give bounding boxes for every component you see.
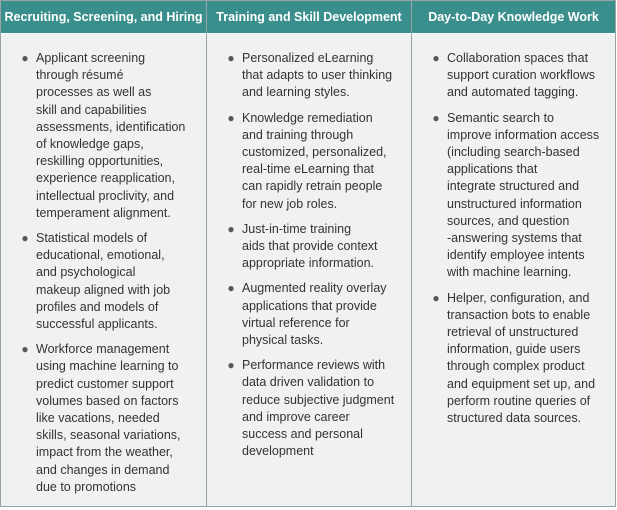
list-item	[225, 110, 403, 213]
bullet-icon: ●	[227, 221, 235, 236]
list-item-line: due to promotions	[36, 479, 137, 494]
list-item-line: Personalized eLearning	[242, 51, 374, 65]
bullet-icon: ●	[227, 110, 235, 125]
list-item-line: and psychological	[36, 265, 136, 280]
list-item-line: Performance reviews with	[242, 358, 386, 373]
bullet-icon: ●	[21, 51, 29, 65]
list-item-line: temperament alignment.	[36, 205, 171, 220]
list-item	[225, 357, 403, 460]
list-item-line: successful applicants.	[36, 317, 158, 332]
list-item-line: skills, seasonal variations,	[36, 428, 181, 443]
column-divider	[411, 1, 412, 506]
list-item-line: information, guide users	[447, 342, 581, 357]
list-item	[225, 50, 403, 102]
list-item-line: skill and capabilities	[36, 102, 147, 117]
list-item-line: virtual reference for	[242, 315, 350, 330]
list-item-line: data driven validation to	[242, 375, 375, 390]
bullet-icon: ●	[432, 290, 440, 305]
list-item-line: experience reapplication,	[36, 171, 175, 186]
list-item-line: predict customer support	[36, 376, 174, 391]
list-item-line: using machine learning to	[36, 359, 179, 374]
list-item	[430, 290, 610, 428]
list-item-line: and equipment set up, and	[447, 376, 596, 391]
list-item-line: assessments, identification	[36, 119, 186, 134]
list-item-line: (including search-based	[447, 145, 580, 160]
bullet-list	[430, 50, 610, 427]
list-item-line: intellectual proclivity, and	[36, 188, 175, 203]
list-item-line: makeup aligned with job	[36, 282, 171, 297]
column-body-recruiting	[19, 34, 197, 506]
list-item-line: reskilling opportunities,	[36, 154, 164, 169]
list-item-line: and automated tagging.	[447, 85, 579, 100]
column-header-recruiting: Recruiting, Screening, and Hiring	[4, 10, 203, 24]
list-item-line: -answering systems that	[447, 231, 582, 246]
list-item-line: perform routine queries of	[447, 393, 591, 408]
list-item-line: integrate structured and	[447, 179, 580, 194]
column-header-training: Training and Skill Development	[216, 10, 402, 24]
bullet-icon: ●	[227, 51, 235, 65]
list-item-line: Collaboration spaces that	[447, 51, 589, 65]
column-body-training	[225, 34, 403, 506]
list-item-line: Workforce management	[36, 342, 170, 357]
column-divider	[206, 1, 207, 506]
list-item-line: success and personal	[242, 427, 363, 442]
list-item-line: and learning styles.	[242, 85, 350, 100]
list-item-line: structured data sources.	[447, 411, 582, 426]
list-item	[430, 110, 610, 282]
bullet-icon: ●	[227, 358, 235, 373]
list-item-line: Augmented reality overlay	[242, 281, 387, 296]
list-item-line: improve information access	[447, 127, 600, 142]
bullet-icon: ●	[21, 231, 29, 246]
bullet-list	[225, 50, 403, 460]
list-item-line: impact from the weather,	[36, 445, 173, 460]
list-item-line: unstructured information	[447, 196, 582, 211]
list-item	[225, 280, 403, 349]
list-item	[430, 50, 610, 102]
bullet-icon: ●	[21, 342, 29, 357]
column-header-knowledge-work: Day-to-Day Knowledge Work	[428, 10, 599, 24]
header-row	[1, 1, 615, 33]
list-item-line: support curation workflows	[447, 68, 595, 83]
list-item-line: transaction bots to enable	[447, 307, 591, 322]
list-item-line: through complex product	[447, 359, 585, 374]
list-item-line: educational, emotional,	[36, 248, 165, 263]
list-item-line: for new job roles.	[242, 196, 338, 211]
list-item-line: of knowledge gaps,	[36, 137, 144, 152]
list-item	[225, 221, 403, 273]
list-item-line: like vacations, needed	[36, 411, 160, 426]
list-item-line: physical tasks.	[242, 333, 324, 348]
list-item-line: Semantic search to	[447, 110, 554, 125]
list-item-line: customized, personalized,	[242, 145, 387, 160]
list-item-line: development	[242, 444, 314, 459]
list-item-line: processes as well as	[36, 85, 152, 100]
list-item-line: and improve career	[242, 409, 350, 424]
bullet-list	[19, 50, 197, 496]
list-item	[19, 50, 197, 222]
list-item-line: volumes based on factors	[36, 393, 179, 408]
list-item-line: Knowledge remediation	[242, 110, 373, 125]
list-item-line: Applicant screening	[36, 51, 146, 65]
list-item-line: that adapts to user thinking	[242, 68, 393, 83]
list-item-line: Helper, configuration, and	[447, 290, 590, 305]
bullet-icon: ●	[432, 51, 440, 65]
list-item-line: and training through	[242, 127, 354, 142]
list-item-line: Statistical models of	[36, 231, 148, 246]
list-item-line: Just-in-time training	[242, 221, 352, 236]
list-item-line: applications that provide	[242, 298, 377, 313]
list-item-line: applications that	[447, 162, 538, 177]
list-item-line: retrieval of unstructured	[447, 325, 579, 340]
list-item-line: aids that provide context	[242, 239, 378, 254]
column-body-knowledge-work	[430, 34, 610, 506]
list-item-line: real-time eLearning that	[242, 162, 375, 177]
bullet-icon: ●	[432, 110, 440, 125]
list-item-line: with machine learning.	[447, 265, 572, 280]
list-item	[19, 230, 197, 333]
list-item-line: through résumé	[36, 68, 124, 83]
list-item-line: identify employee intents	[447, 248, 585, 263]
bullet-icon: ●	[227, 281, 235, 296]
list-item-line: and changes in demand	[36, 462, 170, 477]
list-item-line: sources, and question	[447, 213, 570, 228]
list-item-line: can rapidly retrain people	[242, 179, 383, 194]
list-item-line: reduce subjective judgment	[242, 392, 395, 407]
list-item-line: profiles and models of	[36, 299, 159, 314]
list-item	[19, 341, 197, 496]
list-item-line: appropriate information.	[242, 256, 375, 271]
